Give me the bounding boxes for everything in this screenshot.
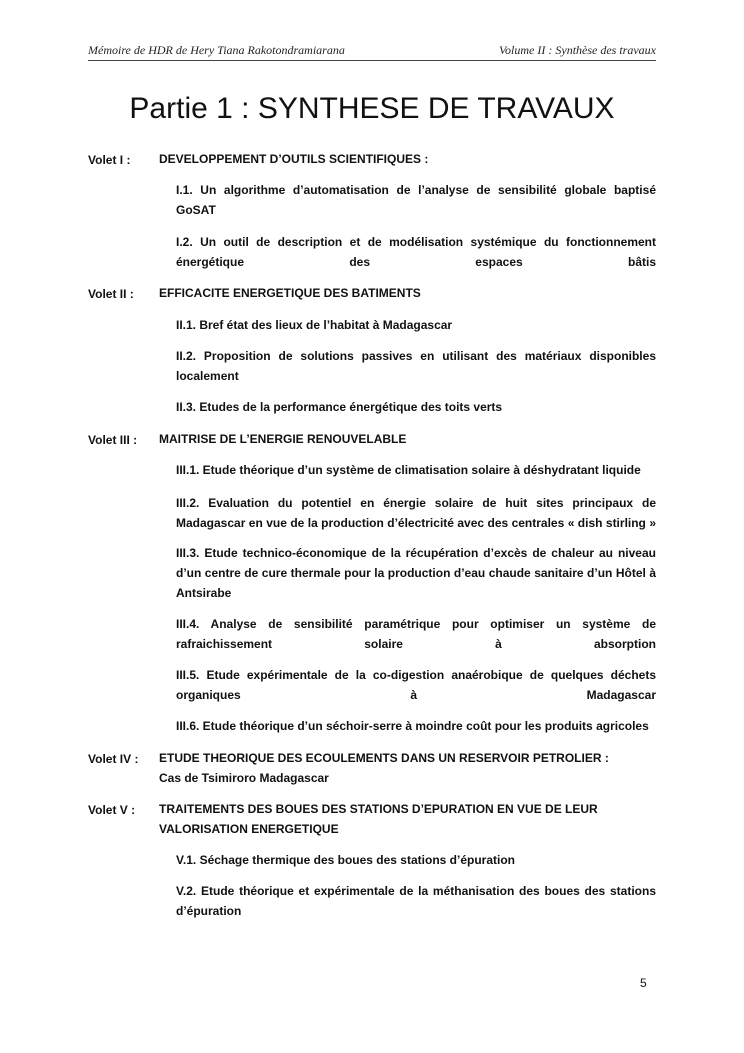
sub-item-3-6: III.6. Etude théorique d’un séchoir-serre à moindre coût pour les produits agricoles bbox=[176, 719, 649, 733]
volet-label: Volet V : bbox=[88, 803, 136, 817]
sub-item-2-1: II.1. Bref état des lieux de l’habitat à Madagascar bbox=[176, 318, 453, 332]
volet-title bbox=[159, 283, 656, 303]
sub-item-1-1: I.1. Un algorithme d’automatisation de l’analyse de sensibilité globale baptisé GoSAT bbox=[176, 183, 656, 217]
page-title: Partie 1 : SYNTHESE DE TRAVAUX bbox=[129, 92, 615, 125]
page-number: 5 bbox=[640, 976, 647, 990]
volet-title-line: VALORISATION ENERGETIQUE bbox=[159, 822, 339, 836]
page-header bbox=[88, 43, 656, 58]
volet-title-line: MAITRISE DE L’ENERGIE RENOUVELABLE bbox=[159, 432, 407, 446]
volet-label: Volet IV : bbox=[88, 752, 139, 766]
header-rule bbox=[88, 60, 656, 61]
volet-title bbox=[159, 149, 656, 169]
volet-title bbox=[159, 748, 656, 788]
sub-item-3-3: III.3. Etude technico-économique de la récupération d’excès de chaleur au niveau d’un centre de cure thermale pour la production d’eau chaude sanitaire d’un Hôtel à Antsirabe bbox=[176, 546, 656, 600]
volet-title-line: DEVELOPPEMENT D’OUTILS SCIENTIFIQUES : bbox=[159, 152, 429, 166]
sub-item-3-1: III.1. Etude théorique d’un système de climatisation solaire à déshydratant liquide bbox=[176, 463, 641, 477]
volet-label: Volet I : bbox=[88, 153, 131, 167]
sub-item-2-3: II.3. Etudes de la performance énergétique des toits verts bbox=[176, 400, 503, 414]
header-author: Mémoire de HDR de Hery Tiana Rakotondramiarana bbox=[88, 43, 345, 57]
volet-title-line: Cas de Tsimiroro Madagascar bbox=[159, 771, 329, 785]
header-volume: Volume II : Synthèse des travaux bbox=[499, 43, 656, 57]
sub-item-3-2: III.2. Evaluation du potentiel en énergie solaire de huit sites principaux de Madagascar en vue de la production d’électricité avec des centrales « dish stirling » bbox=[176, 496, 656, 530]
volet-title-line: TRAITEMENTS DES BOUES DES STATIONS D’EPURATION EN VUE DE LEUR bbox=[159, 802, 598, 816]
sub-item-1-2: I.2. Un outil de description et de modélisation systémique du fonctionnement énergétique des espaces bâtis bbox=[176, 235, 656, 269]
sub-item-3-4: III.4. Analyse de sensibilité paramétrique pour optimiser un système de rafraichissement solaire à absorption bbox=[176, 617, 656, 651]
sub-item-5-2: V.2. Etude théorique et expérimentale de la méthanisation des boues des stations d’épuration bbox=[176, 884, 656, 918]
volet-label: Volet II : bbox=[88, 287, 134, 301]
volet-title-line: EFFICACITE ENERGETIQUE DES BATIMENTS bbox=[159, 286, 421, 300]
volet-title-line: ETUDE THEORIQUE DES ECOULEMENTS DANS UN RESERVOIR PETROLIER : bbox=[159, 751, 609, 765]
volet-title bbox=[159, 799, 656, 839]
sub-item-2-2: II.2. Proposition de solutions passives en utilisant des matériaux disponibles localement bbox=[176, 349, 656, 383]
volet-label: Volet III : bbox=[88, 433, 138, 447]
sub-item-3-5: III.5. Etude expérimentale de la co-digestion anaérobique de quelques déchets organiques à Madagascar bbox=[176, 668, 656, 702]
volet-title bbox=[159, 429, 656, 449]
sub-item-5-1: V.1. Séchage thermique des boues des stations d’épuration bbox=[176, 853, 515, 867]
